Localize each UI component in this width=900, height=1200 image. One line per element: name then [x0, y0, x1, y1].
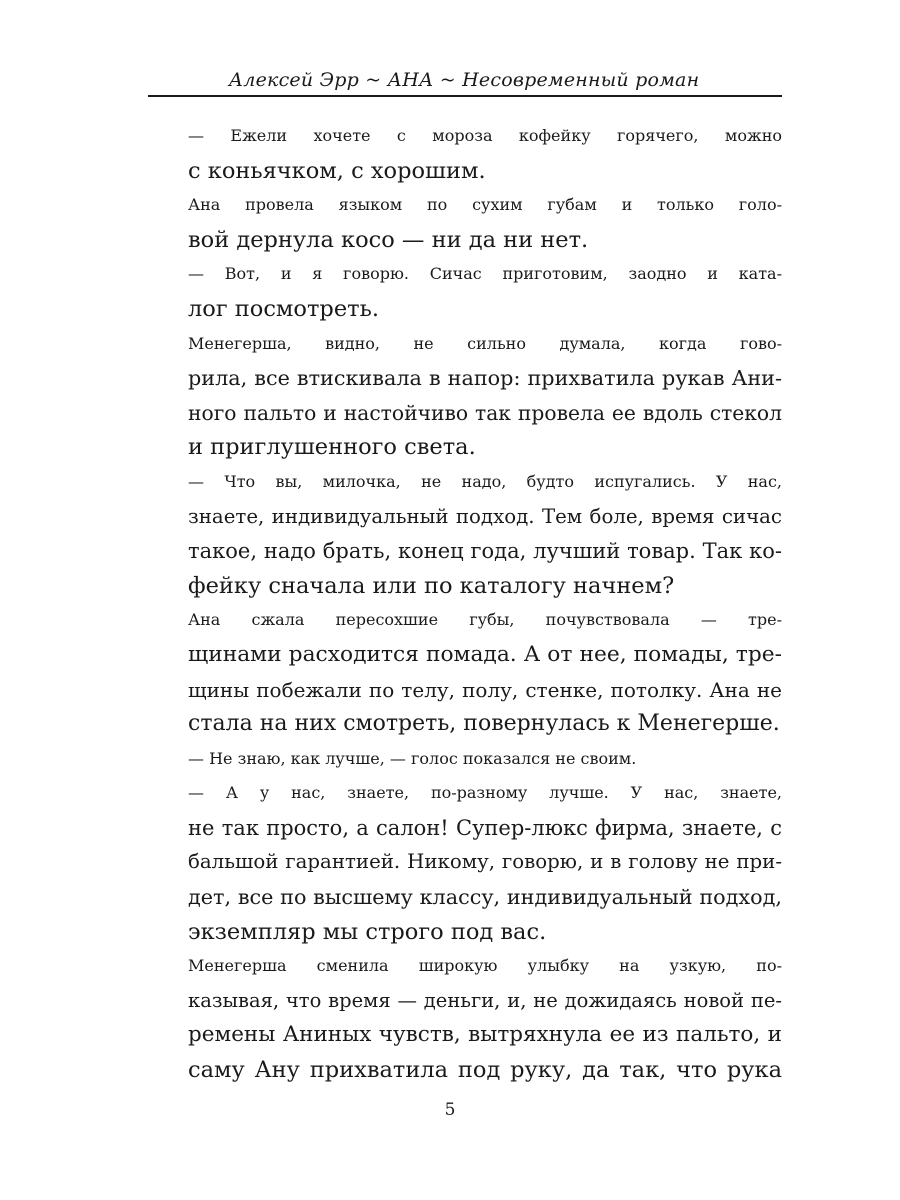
text-line: — Не знаю, как лучше, — голос показался не своим. [188, 748, 637, 768]
text-line: не так просто, а салон! Супер-люкс фирма, знаете, с [188, 815, 782, 840]
text-line: Ана сжала пересохшие губы, почувствовала — тре- [188, 610, 782, 630]
header-rule [148, 95, 782, 97]
text-line: экземпляр мы строго под вас. [188, 918, 547, 945]
text-line: и приглушенного света. [188, 434, 476, 461]
text-line: Менегерша сменила широкую улыбку на узкую, по- [188, 956, 782, 976]
text-line: щины побежали по телу, полу, стенке, потолку. Ана не [188, 677, 782, 702]
text-line: — Ежели хочете с мороза кофейку горячего, можно [188, 126, 782, 145]
page-number: 5 [444, 1100, 456, 1120]
paragraph [148, 603, 782, 741]
text-line: с коньячком, с хорошим. [188, 157, 486, 184]
text-line: вой дернула косо — ни да ни нет. [188, 226, 589, 253]
paragraph [148, 465, 782, 603]
text-line: стала на них смотреть, повернулась к Менегерше. [188, 711, 780, 737]
body-text [148, 119, 782, 1088]
text-line: Ана провела языком по сухим губам и только голо- [188, 195, 782, 215]
paragraph [148, 188, 782, 257]
paragraph [148, 742, 782, 777]
text-line: казывая, что время — деньги, и, не дожидаясь новой пе- [188, 988, 782, 1012]
text-line: лог посмотреть. [188, 295, 379, 322]
paragraph [148, 949, 782, 1087]
paragraph [148, 776, 782, 949]
text-line: — Вот, и я говорю. Сичас приготовим, заодно и ката- [188, 264, 782, 284]
paragraph [148, 257, 782, 326]
text-line: знаете, индивидуальный подход. Тем боле, время сичас [188, 504, 782, 528]
running-head-title: Алексей Эрр ~ АНА ~ Несовременный роман [228, 69, 700, 91]
text-line: ремены Аниных чувств, вытряхнула ее из пальто, и [188, 1022, 782, 1048]
text-line: саму Ану прихватила под руку, да так, что рука [188, 1057, 782, 1084]
text-line: Менегерша, видно, не сильно думала, когда гово- [188, 333, 782, 353]
text-line: бальшой гарантией. Никому, говорю, и в голову не при- [188, 850, 782, 874]
text-line: — Что вы, милочка, не надо, будто испугались. У нас, [188, 471, 782, 491]
text-line: фейку сначала или по каталогу начнем? [188, 572, 675, 599]
text-line: рила, все втискивала в напор: прихватила рукав Ани- [188, 366, 782, 391]
text-line: дет, все по высшему классу, индивидуальный подход, [188, 885, 782, 910]
text-line: щинами расходится помада. А от нее, помады, тре- [188, 641, 782, 667]
paragraph [148, 327, 782, 465]
text-line: — А у нас, знаете, по-разному лучше. У нас, знаете, [188, 783, 782, 803]
paragraph [148, 119, 782, 188]
text-line: ного пальто и настойчиво так провела ее вдоль стекол [188, 400, 782, 425]
text-line: такое, надо брать, конец года, лучший товар. Так ко- [188, 539, 782, 564]
